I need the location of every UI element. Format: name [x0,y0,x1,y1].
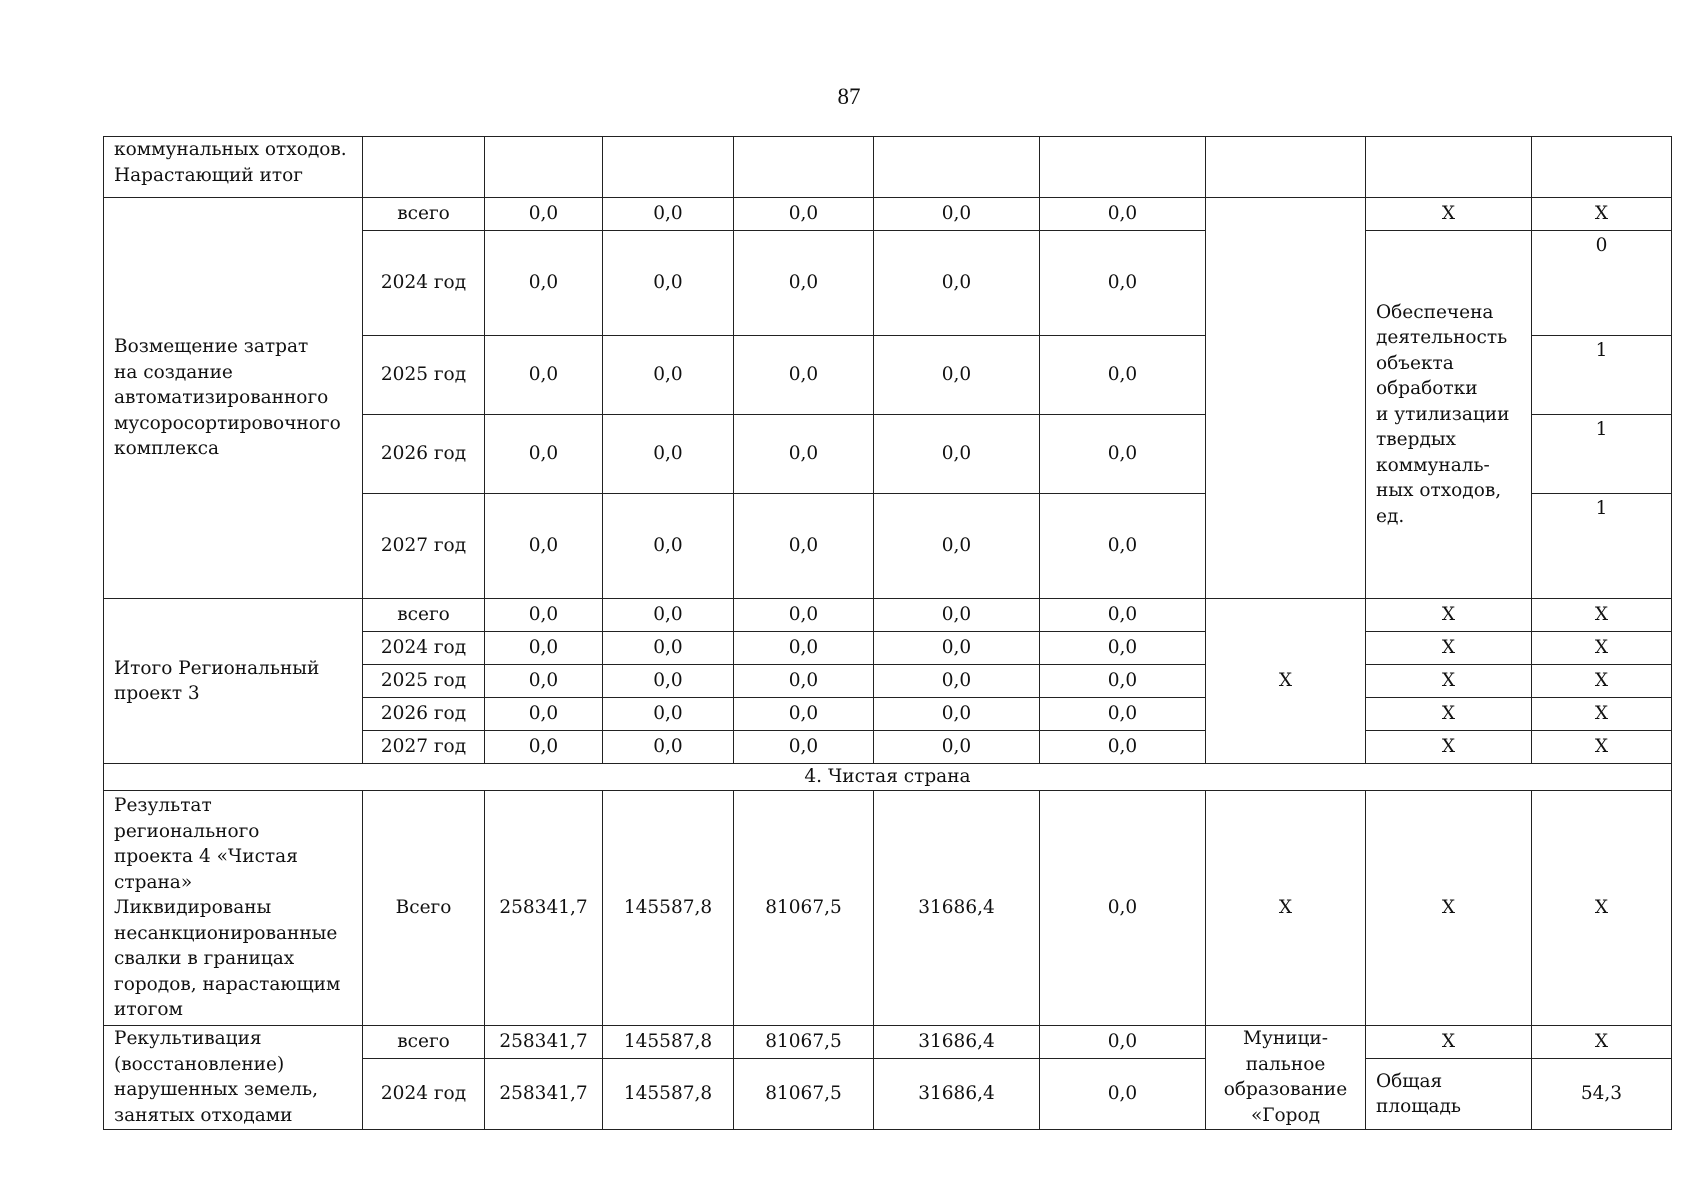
value-cell: 0,0 [1040,494,1206,599]
row-name-cell: Возмещение затрат на создание автоматизированного мусоросортировочного комплекса [104,198,363,599]
value-cell: 0,0 [874,336,1040,415]
period-cell: Всего [363,791,485,1026]
mark-cell: X [1532,632,1672,665]
value-cell: 0,0 [734,494,874,599]
page-number: 87 [837,84,861,109]
value-cell: 0,0 [603,198,734,231]
executor-cell: X [1206,791,1366,1026]
value-cell: 31686,4 [874,1059,1040,1130]
mark-cell: X [1366,1026,1532,1059]
value-cell: 258341,7 [485,1026,603,1059]
value-cell: 145587,8 [603,1059,734,1130]
value-cell: 0,0 [734,231,874,336]
value-cell: 0,0 [874,731,1040,764]
value-cell: 0,0 [485,494,603,599]
value-cell: 0,0 [734,731,874,764]
value-cell: 0,0 [485,698,603,731]
value-cell: 0,0 [603,336,734,415]
period-cell: 2025 год [363,336,485,415]
period-cell: всего [363,198,485,231]
mark-cell: X [1366,599,1532,632]
value-cell: 0,0 [603,231,734,336]
executor-cell [1206,198,1366,599]
value-cell: 0,0 [874,698,1040,731]
mark-cell: X [1366,731,1532,764]
period-cell: 2027 год [363,731,485,764]
value-cell: 0,0 [1040,336,1206,415]
value-cell: 0,0 [1040,415,1206,494]
target-cell: 1 [1532,494,1672,599]
row-name-cell: Рекультивация (восстановление) нарушенных земель, занятых отходами [104,1026,363,1130]
table-row [104,1026,1672,1059]
target-cell: 0 [1532,231,1672,336]
period-cell: 2025 год [363,665,485,698]
executor-cell: X [1206,599,1366,764]
mark-cell: X [1532,599,1672,632]
value-cell: 0,0 [874,231,1040,336]
value-cell: 0,0 [874,415,1040,494]
table-row [104,198,1672,231]
value-cell: 0,0 [734,599,874,632]
value-cell: 0,0 [603,731,734,764]
value-cell: 0,0 [874,494,1040,599]
value-cell: 0,0 [485,599,603,632]
value-cell: 0,0 [734,632,874,665]
mark-cell: X [1532,731,1672,764]
mark-cell: X [1532,1026,1672,1059]
value-cell: 0,0 [603,494,734,599]
mark-cell: X [1366,632,1532,665]
value-cell: 0,0 [874,198,1040,231]
target-cell: 54,3 [1532,1059,1672,1130]
period-cell: 2026 год [363,415,485,494]
value-cell: 0,0 [1040,1026,1206,1059]
value-cell: 0,0 [485,632,603,665]
mark-cell: X [1532,665,1672,698]
section-title: 4. Чистая страна [104,764,1672,791]
target-cell: 1 [1532,415,1672,494]
value-cell: 0,0 [1040,731,1206,764]
period-cell: 2024 год [363,231,485,336]
table-row-section [104,764,1672,791]
value-cell: 0,0 [734,665,874,698]
value-cell: 0,0 [734,415,874,494]
value-cell: 0,0 [1040,231,1206,336]
value-cell: 81067,5 [734,791,874,1026]
indicator-cell: Обеспечена деятельность объекта обработки и утилизации твердых коммуналь- ных отходов, ед. [1366,231,1532,599]
row-name-cell: Результат регионального проекта 4 «Чистая страна» Ликвидированы несанкционированные свалки в границах городов, нарастающим итогом [104,791,363,1026]
mark-cell: X [1532,698,1672,731]
value-cell: 0,0 [603,665,734,698]
mark-cell: X [1366,791,1532,1026]
value-cell: 0,0 [1040,632,1206,665]
value-cell: 31686,4 [874,1026,1040,1059]
value-cell: 0,0 [874,599,1040,632]
target-cell: 1 [1532,336,1672,415]
value-cell: 0,0 [485,665,603,698]
value-cell: 0,0 [1040,599,1206,632]
value-cell: 0,0 [603,415,734,494]
table-row-header-fragment [104,137,1672,198]
mark-cell: X [1366,198,1532,231]
value-cell: 0,0 [1040,698,1206,731]
value-cell: 31686,4 [874,791,1040,1026]
value-cell: 0,0 [603,698,734,731]
period-cell: 2026 год [363,698,485,731]
value-cell: 0,0 [603,599,734,632]
period-cell: 2027 год [363,494,485,599]
indicator-cell: Общая площадь [1366,1059,1532,1130]
value-cell: 0,0 [485,415,603,494]
value-cell: 0,0 [734,198,874,231]
mark-cell: X [1366,698,1532,731]
value-cell: 258341,7 [485,1059,603,1130]
period-cell: 2024 год [363,632,485,665]
period-cell: всего [363,599,485,632]
value-cell: 0,0 [734,336,874,415]
value-cell: 81067,5 [734,1026,874,1059]
value-cell: 0,0 [1040,791,1206,1026]
value-cell: 0,0 [1040,198,1206,231]
value-cell: 258341,7 [485,791,603,1026]
value-cell: 0,0 [485,231,603,336]
period-cell: 2024 год [363,1059,485,1130]
value-cell: 81067,5 [734,1059,874,1130]
mark-cell: X [1366,665,1532,698]
value-cell: 145587,8 [603,1026,734,1059]
value-cell: 0,0 [734,698,874,731]
value-cell: 0,0 [485,198,603,231]
value-cell: 0,0 [485,336,603,415]
row-name-cell: коммунальных отходов. Нарастающий итог [104,137,363,198]
value-cell: 0,0 [485,731,603,764]
row-name-cell: Итого Региональный проект 3 [104,599,363,764]
value-cell: 0,0 [603,632,734,665]
period-cell: всего [363,1026,485,1059]
value-cell: 0,0 [874,665,1040,698]
table-row [104,599,1672,632]
budget-table [103,136,1672,1130]
value-cell: 0,0 [874,632,1040,665]
value-cell: 145587,8 [603,791,734,1026]
executor-cell: Муници- пальное образование «Город [1206,1026,1366,1130]
table-row [104,791,1672,1026]
value-cell: 0,0 [1040,665,1206,698]
value-cell: 0,0 [1040,1059,1206,1130]
mark-cell: X [1532,791,1672,1026]
mark-cell: X [1532,198,1672,231]
